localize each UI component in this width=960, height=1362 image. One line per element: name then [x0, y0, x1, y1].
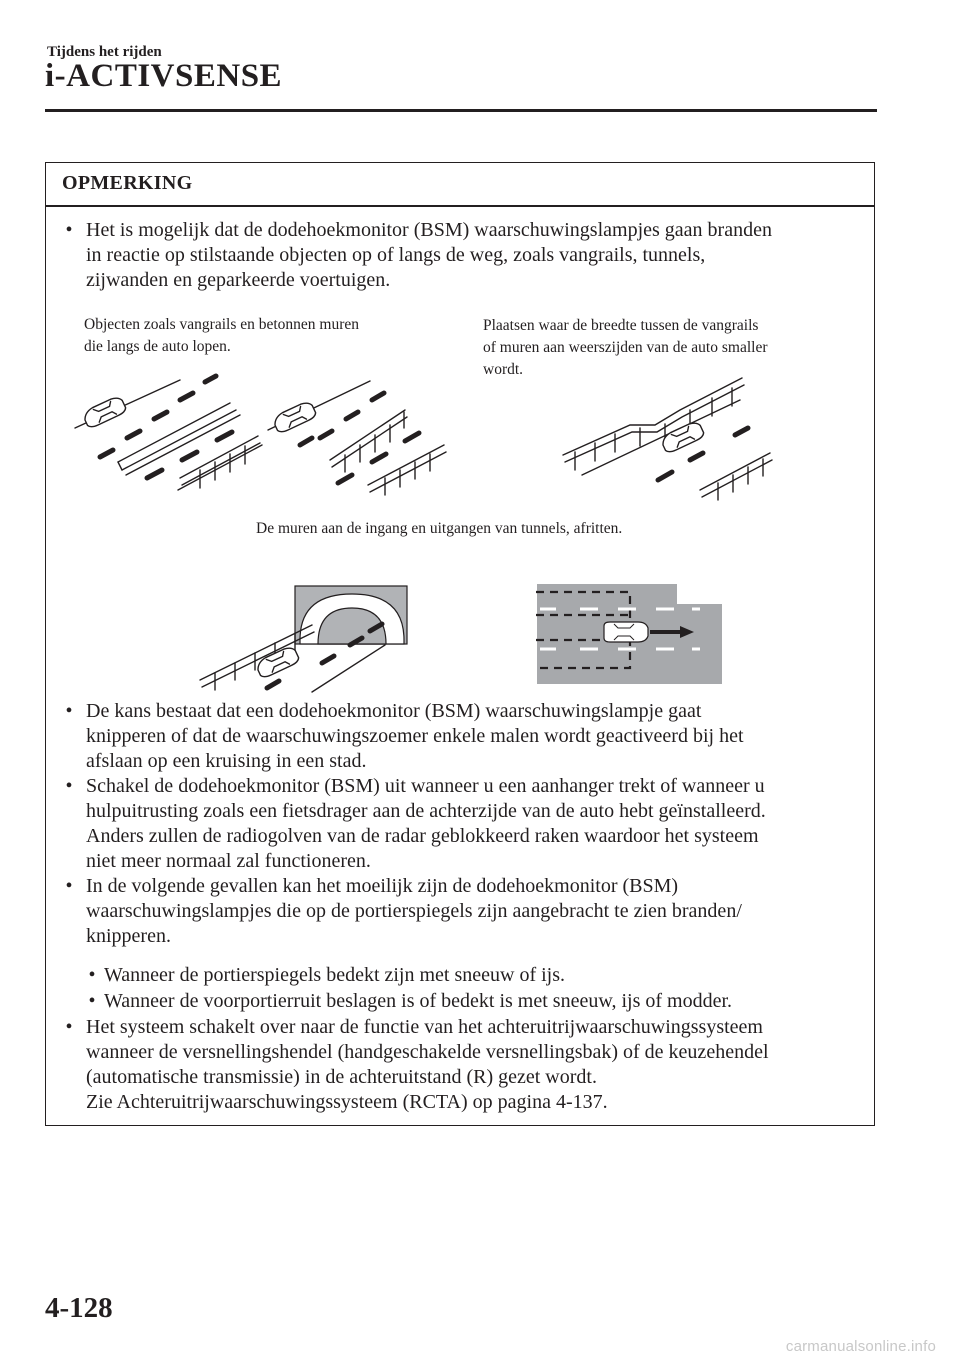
text-line: Schakel de dodehoekmonitor (BSM) uit wanneer u een aanhanger trekt of wanneer u — [86, 775, 765, 797]
text-line: afslaan op een kruising in een stad. — [86, 750, 367, 772]
text-line: in reactie op stilstaande objecten op of langs de weg, zoals vangrails, tunnels, — [86, 244, 706, 266]
text-line: hulpuitrusting zoals een fietsdrager aan de achterzijde van de auto hebt geïnstalleerd. — [86, 800, 766, 822]
text-line: wanneer de versnellingshendel (handgeschakelde versnellingsbak) of de keuzehendel — [86, 1041, 769, 1063]
text-line: niet meer normaal zal functioneren. — [86, 850, 371, 872]
note-item-5 — [86, 1015, 876, 1115]
bullet-icon: • — [88, 990, 96, 1012]
caption-line: wordt. — [483, 361, 524, 378]
text-line: zijwanden en geparkeerde voertuigen. — [86, 269, 391, 291]
caption-line: of muren aan weerszijden van de auto smaller — [483, 339, 768, 356]
note-item-4-sub-1: Wanneer de portierspiegels bedekt zijn met sneeuw of ijs. — [104, 964, 566, 986]
caption-line: die langs de auto lopen. — [84, 338, 231, 355]
note-item-4 — [86, 874, 876, 949]
text-line: De kans bestaat dat een dodehoekmonitor (BSM) waarschuwingslampje gaat — [86, 700, 702, 722]
bullet-icon: • — [65, 875, 73, 897]
caption-line: Objecten zoals vangrails en betonnen muren — [84, 316, 360, 333]
text-line: waarschuwingslampjes die op de portierspiegels zijn aangebracht te zien branden/ — [86, 900, 742, 922]
bullet-icon: • — [65, 700, 73, 722]
bullet-icon: • — [88, 964, 96, 986]
text-line: In de volgende gevallen kan het moeilijk zijn de dodehoekmonitor (BSM) — [86, 875, 679, 897]
text-line: knipperen of dat de waarschuwingszoemer enkele malen wordt geactiveerd bij het — [86, 725, 744, 747]
section-label: Tijdens het rijden — [47, 44, 162, 60]
bullet-icon: • — [65, 1016, 73, 1038]
text-line: (automatische transmissie) in de achteruitstand (R) gezet wordt. — [86, 1066, 597, 1088]
page-number: 4-128 — [45, 1292, 113, 1324]
chapter-title: i-ACTIVSENSE — [45, 58, 283, 94]
car-icon — [604, 622, 648, 642]
text-line: knipperen. — [86, 925, 171, 947]
watermark: carmanualsonline.info — [785, 1338, 936, 1355]
note-title: OPMERKING — [62, 172, 193, 194]
text-line: Anders zullen de radiogolven van de radar geblokkeerd raken waardoor het systeem — [86, 825, 759, 847]
scene-exit-ramp — [536, 584, 722, 684]
bullet-icon: • — [65, 775, 73, 797]
note-item-4-sub-2: Wanneer de voorportierruit beslagen is of bedekt is met sneeuw, ijs of modder. — [104, 990, 733, 1012]
text-line: Het is mogelijk dat de dodehoekmonitor (BSM) waarschuwingslampjes gaan branden — [86, 219, 772, 241]
text-line: Het systeem schakelt over naar de functie van het achteruitrijwaarschuwingssysteem — [86, 1016, 763, 1038]
text-line: Zie Achteruitrijwaarschuwingssysteem (RCTA) op pagina 4-137. — [86, 1091, 608, 1113]
note-item-2 — [86, 699, 876, 774]
figure2-caption: De muren aan de ingang en uitgangen van tunnels, afritten. — [256, 520, 623, 537]
note-item-3 — [86, 774, 876, 874]
caption-line: Plaatsen waar de breedte tussen de vangrails — [483, 317, 759, 334]
bullet-icon: • — [65, 219, 73, 241]
scene-tunnel — [200, 586, 407, 692]
